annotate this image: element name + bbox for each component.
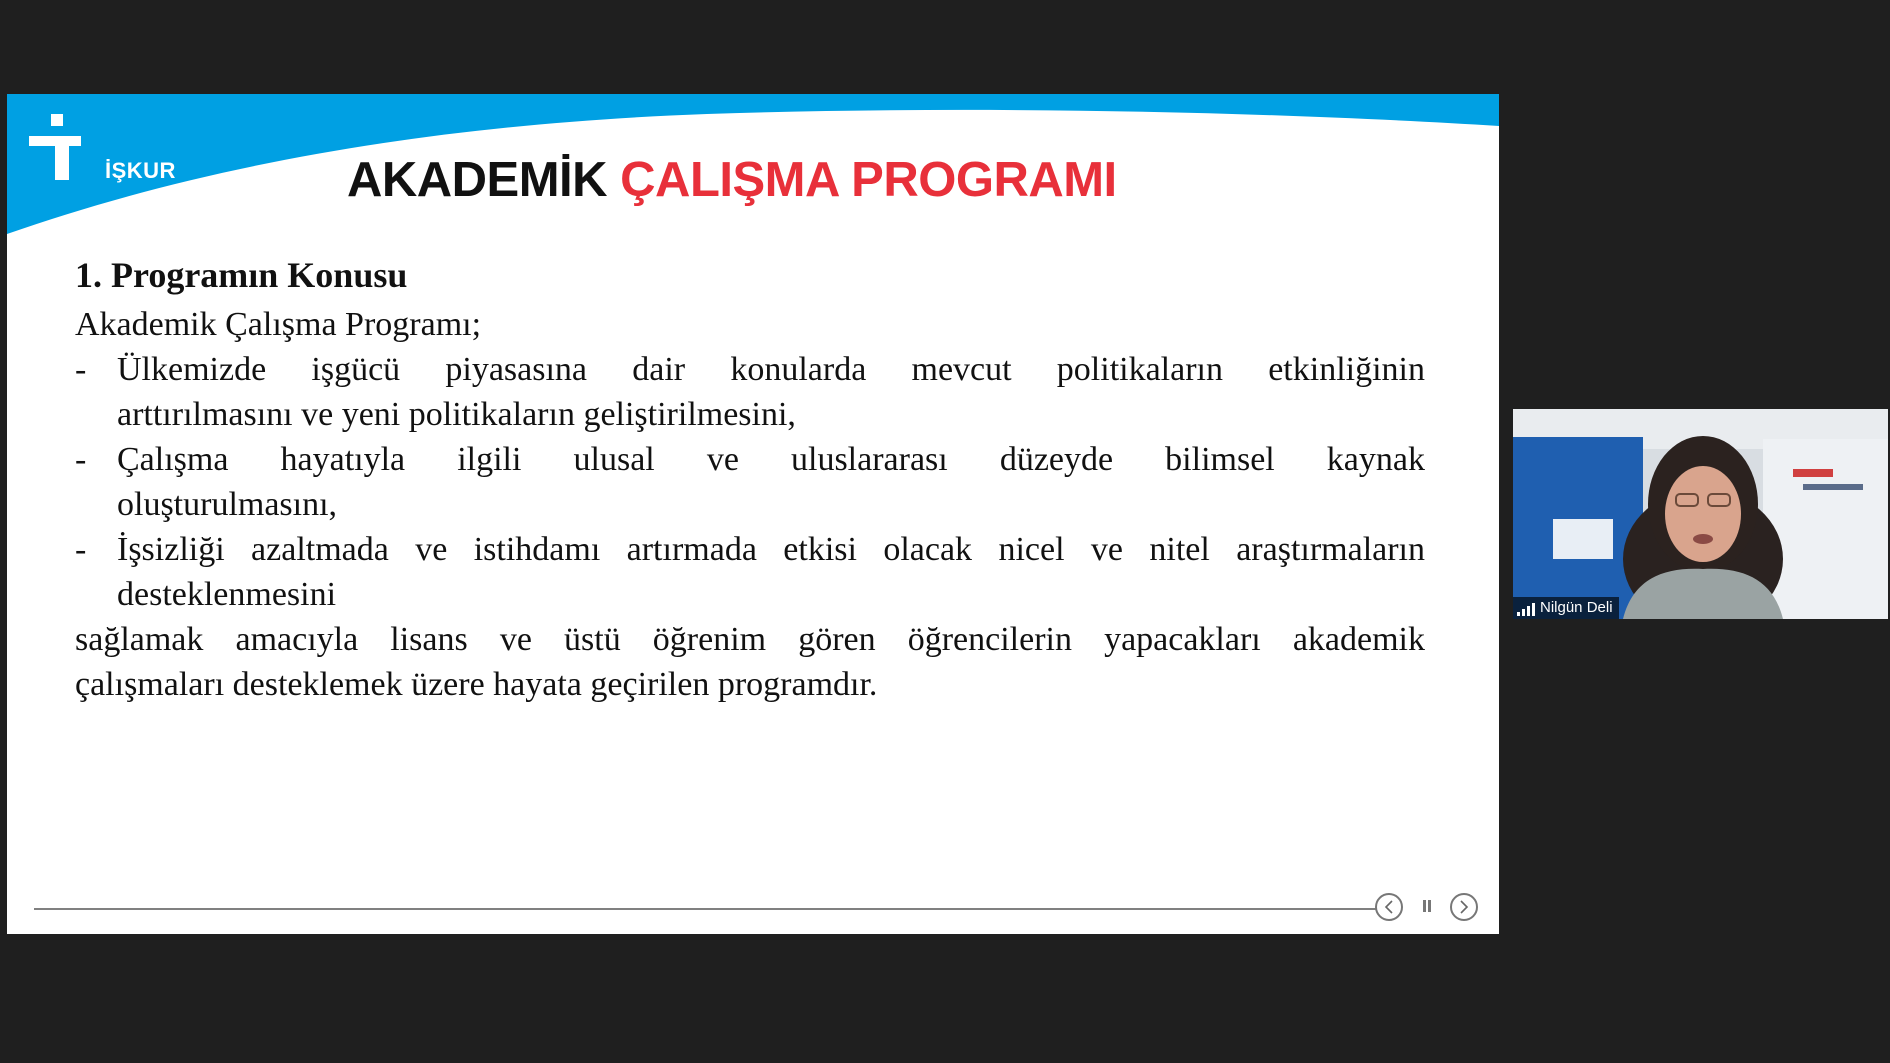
bullet-item [75,347,1425,437]
iskur-logo [25,114,176,183]
bullet-dash: - [75,531,87,568]
title-part-red: ÇALIŞMA PROGRAMI [620,153,1117,207]
bullet-text: oluşturulmasını, [117,486,338,523]
bullet-item [75,527,1425,617]
bullet-dash: - [75,351,87,388]
bullet-text: Çalışma hayatıyla ilgili ulusal ve uluslararası düzeyde bilimsel kaynak [117,441,1425,478]
pause-button[interactable] [1423,900,1435,914]
bullet-item [75,437,1425,527]
intro-text: Akademik Çalışma Programı; [75,306,482,343]
logo-text: İŞKUR [105,158,176,183]
participant-name-tag [1513,597,1619,619]
bullet-dash: - [75,441,87,478]
next-slide-button[interactable] [1450,893,1478,921]
title-part-black: AKADEMİK [347,153,621,207]
bullet-text: İşsizliği azaltmada ve istihdamı artırmada etkisi olacak nicel ve nitel araştırmaların [117,531,1425,568]
participant-name: Nilgün Deli [1540,599,1613,616]
closing-text: sağlamak amacıyla lisans ve üstü öğrenim gören öğrencilerin yapacakları akademik [75,621,1425,658]
slide-progress-line [34,908,1379,910]
signal-strength-icon [1517,603,1535,616]
participant-video-tile[interactable] [1513,409,1888,619]
participant-video-feed [1513,409,1888,619]
bullet-text: desteklenmesini [117,576,337,613]
previous-slide-button[interactable] [1375,893,1403,921]
chevron-left-icon [1383,900,1395,914]
presentation-slide [7,94,1499,934]
pause-icon [1423,900,1426,912]
iskur-logo-icon [25,114,85,184]
closing-text: çalışmaları desteklemek üzere hayata geçirilen programdır. [75,666,878,703]
bullet-text: arttırılmasını ve yeni politikaların geliştirilmesini, [117,396,796,433]
chevron-right-icon [1458,900,1470,914]
slide-body [75,252,1425,707]
slide-title [347,152,1117,208]
section-heading: 1. Programın Konusu [75,255,408,295]
bullet-text: Ülkemizde işgücü piyasasına dair konularda mevcut politikaların etkinliğinin [117,351,1425,388]
